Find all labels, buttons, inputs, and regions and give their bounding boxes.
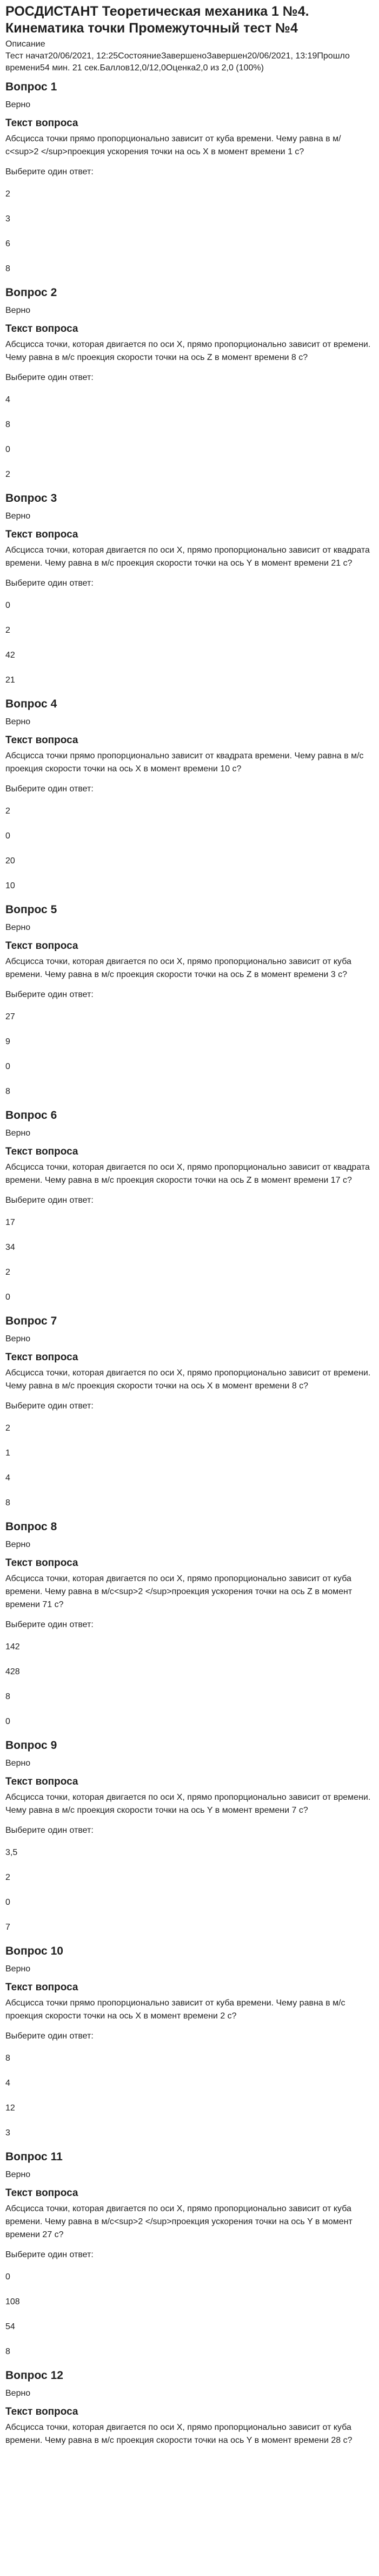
question-status: Верно bbox=[5, 1334, 31, 1343]
answer-option[interactable]: 8 bbox=[5, 264, 10, 273]
answer-option[interactable]: 0 bbox=[5, 1062, 10, 1071]
question-title: Вопрос 11 bbox=[5, 2151, 63, 2163]
question-block bbox=[5, 2149, 374, 2365]
answer-option[interactable]: 2 bbox=[5, 1424, 10, 1433]
question-text-label: Текст вопроса bbox=[5, 1557, 78, 1569]
question-status: Верно bbox=[5, 512, 31, 521]
answer-option[interactable]: 4 bbox=[5, 395, 10, 404]
answer-option[interactable]: 428 bbox=[5, 1667, 20, 1676]
page-title: РОСДИСТАНТ Теоретическая механика 1 №4. Кинематика точки Промежуточный тест №4 bbox=[5, 4, 309, 36]
question-title: Вопрос 3 bbox=[5, 492, 57, 504]
question-block bbox=[5, 491, 374, 693]
answer-option[interactable]: 2 bbox=[5, 1268, 10, 1277]
question-text: Абсцисса точки, которая двигается по оси X, прямо пропорционально зависит от куба времени. Чему равна в м/с<sup>2 </sup>проекция ускорения точки на ось Z в момент времени 71 с? bbox=[5, 1574, 353, 1609]
answer-option[interactable]: 17 bbox=[5, 1218, 15, 1227]
answer-option[interactable]: 0 bbox=[5, 1293, 10, 1302]
question-status: Верно bbox=[5, 2170, 31, 2179]
question-text-label: Текст вопроса bbox=[5, 323, 78, 335]
answer-list bbox=[5, 388, 374, 488]
answer-option[interactable]: 8 bbox=[5, 420, 10, 429]
question-status: Верно bbox=[5, 1964, 31, 1974]
question-text-label: Текст вопроса bbox=[5, 1776, 78, 1787]
question-status: Верно bbox=[5, 100, 31, 109]
answer-option[interactable]: 3,5 bbox=[5, 1848, 18, 1857]
answer-option[interactable]: 2 bbox=[5, 626, 10, 635]
question-text: Абсцисса точки, которая двигается по оси X, прямо пропорционально зависит от куба времени. Чему равна в м/с проекция скорости точки на ось Z в момент времени 3 с? bbox=[5, 957, 351, 979]
answer-option[interactable]: 3 bbox=[5, 214, 10, 224]
question-text: Абсцисса точки прямо пропорционально зависит от квадрата времени. Чему равна в м/с проекция скорости точки на ось X в момент времени 10 с? bbox=[5, 751, 364, 774]
answer-list bbox=[5, 1841, 374, 1941]
question-text: Абсцисса точки, которая двигается по оси X, прямо пропорционально зависит от квадрата времени. Чему равна в м/с проекция скорости точки на ось Y в момент времени 21 с? bbox=[5, 546, 370, 568]
question-block bbox=[5, 1944, 374, 2146]
question-title: Вопрос 2 bbox=[5, 286, 57, 299]
answer-option[interactable]: 7 bbox=[5, 1923, 10, 1932]
question-block bbox=[5, 2368, 374, 2447]
question-text-label: Текст вопроса bbox=[5, 940, 78, 952]
question-status: Верно bbox=[5, 306, 31, 315]
choose-one-label: Выберите один ответ: bbox=[5, 373, 94, 382]
question-block bbox=[5, 80, 374, 282]
question-text: Абсцисса точки, которая двигается по оси X, прямо пропорционально зависит от куба времени. Чему равна в м/с<sup>2 </sup>проекция ускорения точки на ось Y в момент времени 27 с? bbox=[5, 2204, 353, 2239]
question-title: Вопрос 12 bbox=[5, 2369, 63, 2382]
choose-one-label: Выберите один ответ: bbox=[5, 1196, 94, 1205]
answer-option[interactable]: 0 bbox=[5, 1717, 10, 1726]
answer-option[interactable]: 54 bbox=[5, 2322, 15, 2331]
attempt-summary: Тест начат20/06/2021, 12:25СостояниеЗавершеноЗавершен20/06/2021, 13:19Прошло времени54 мин. 21 сек.Баллов12,0/12,0Оценка2,0 из 2,0 (100%) bbox=[5, 51, 350, 73]
question-block bbox=[5, 1738, 374, 1941]
question-title: Вопрос 8 bbox=[5, 1520, 57, 1533]
answer-option[interactable]: 0 bbox=[5, 445, 10, 454]
choose-one-label: Выберите один ответ: bbox=[5, 784, 94, 794]
answer-option[interactable]: 108 bbox=[5, 2297, 20, 2306]
questions-list bbox=[5, 80, 374, 2447]
question-text-label: Текст вопроса bbox=[5, 1146, 78, 1157]
answer-option[interactable]: 8 bbox=[5, 2054, 10, 2063]
answer-option[interactable]: 3 bbox=[5, 2128, 10, 2138]
question-status: Верно bbox=[5, 1759, 31, 1768]
answer-option[interactable]: 2 bbox=[5, 807, 10, 816]
answer-list bbox=[5, 182, 374, 282]
question-text-label: Текст вопроса bbox=[5, 1352, 78, 1363]
question-text: Абсцисса точки прямо пропорционально зависит от куба времени. Чему равна в м/с проекция скорости точки на ось X в момент времени 2 с? bbox=[5, 1998, 345, 2021]
answer-list bbox=[5, 799, 374, 899]
answer-option[interactable]: 142 bbox=[5, 1642, 20, 1651]
question-status: Верно bbox=[5, 1129, 31, 1138]
question-title: Вопрос 4 bbox=[5, 698, 57, 710]
question-status: Верно bbox=[5, 923, 31, 932]
answer-list bbox=[5, 1417, 374, 1516]
question-text: Абсцисса точки, которая двигается по оси X, прямо пропорционально зависит от времени. Чему равна в м/с проекция скорости точки на ось Y в момент времени 7 с? bbox=[5, 1793, 371, 1815]
question-block bbox=[5, 285, 374, 488]
answer-option[interactable]: 1 bbox=[5, 1448, 10, 1458]
answer-option[interactable]: 0 bbox=[5, 831, 10, 841]
question-text-label: Текст вопроса bbox=[5, 117, 78, 129]
question-text-label: Текст вопроса bbox=[5, 735, 78, 746]
question-text-label: Текст вопроса bbox=[5, 2187, 78, 2199]
choose-one-label: Выберите один ответ: bbox=[5, 167, 94, 176]
answer-option[interactable]: 27 bbox=[5, 1012, 15, 1021]
answer-option[interactable]: 8 bbox=[5, 1692, 10, 1701]
choose-one-label: Выберите один ответ: bbox=[5, 2250, 94, 2259]
answer-option[interactable]: 9 bbox=[5, 1037, 10, 1046]
answer-list bbox=[5, 2265, 374, 2365]
choose-one-label: Выберите один ответ: bbox=[5, 2031, 94, 2041]
question-block bbox=[5, 1108, 374, 1310]
question-text-label: Текст вопроса bbox=[5, 2406, 78, 2417]
question-status: Верно bbox=[5, 2389, 31, 2398]
question-block bbox=[5, 697, 374, 899]
answer-option[interactable]: 2 bbox=[5, 1873, 10, 1882]
answer-option[interactable]: 4 bbox=[5, 1473, 10, 1483]
question-status: Верно bbox=[5, 717, 31, 726]
answer-option[interactable]: 2 bbox=[5, 470, 10, 479]
question-status: Верно bbox=[5, 1540, 31, 1549]
answer-option[interactable]: 8 bbox=[5, 1087, 10, 1096]
answer-option[interactable]: 12 bbox=[5, 2103, 15, 2113]
answer-list bbox=[5, 594, 374, 693]
choose-one-label: Выберите один ответ: bbox=[5, 1620, 94, 1629]
answer-option[interactable]: 6 bbox=[5, 239, 10, 248]
question-block bbox=[5, 902, 374, 1105]
answer-option[interactable]: 2 bbox=[5, 189, 10, 199]
answer-option[interactable]: 0 bbox=[5, 1898, 10, 1907]
answer-list bbox=[5, 1635, 374, 1735]
answer-option[interactable]: 42 bbox=[5, 651, 15, 660]
question-text: Абсцисса точки, которая двигается по оси X, прямо пропорционально зависит от квадрата времени. Чему равна в м/с проекция скорости точки на ось Z в момент времени 17 с? bbox=[5, 1163, 370, 1185]
answer-option[interactable]: 10 bbox=[5, 881, 15, 890]
choose-one-label: Выберите один ответ: bbox=[5, 1826, 94, 1835]
question-block bbox=[5, 1519, 374, 1735]
description-label: Описание bbox=[5, 40, 45, 49]
question-text-label: Текст вопроса bbox=[5, 1982, 78, 1993]
question-block bbox=[5, 1314, 374, 1516]
answer-list bbox=[5, 2047, 374, 2146]
question-title: Вопрос 5 bbox=[5, 903, 57, 916]
answer-option[interactable]: 21 bbox=[5, 676, 15, 685]
question-title: Вопрос 10 bbox=[5, 1945, 63, 1957]
answer-option[interactable]: 0 bbox=[5, 2272, 10, 2282]
question-text-label: Текст вопроса bbox=[5, 529, 78, 540]
question-title: Вопрос 1 bbox=[5, 81, 57, 93]
choose-one-label: Выберите один ответ: bbox=[5, 1401, 94, 1411]
question-text: Абсцисса точки, которая двигается по оси X, прямо пропорционально зависит от времени. Чему равна в м/с проекция скорости точки на ось X в момент времени 8 с? bbox=[5, 1368, 371, 1391]
answer-option[interactable]: 20 bbox=[5, 856, 15, 866]
choose-one-label: Выберите один ответ: bbox=[5, 579, 94, 588]
question-text: Абсцисса точки прямо пропорционально зависит от куба времени. Чему равна в м/с<sup>2 </sup>проекция ускорения точки на ось X в момент времени 1 с? bbox=[5, 134, 341, 156]
answer-option[interactable]: 4 bbox=[5, 2079, 10, 2088]
answer-option[interactable]: 8 bbox=[5, 2347, 10, 2356]
question-title: Вопрос 9 bbox=[5, 1739, 57, 1752]
question-title: Вопрос 7 bbox=[5, 1315, 57, 1327]
answer-option[interactable]: 34 bbox=[5, 1243, 15, 1252]
question-text: Абсцисса точки, которая двигается по оси X, прямо пропорционально зависит от куба времени. Чему равна в м/с проекция скорости точки на ось Y в момент времени 28 с? bbox=[5, 2423, 353, 2445]
answer-option[interactable]: 8 bbox=[5, 1498, 10, 1507]
question-text: Абсцисса точки, которая двигается по оси X, прямо пропорционально зависит от времени. Чему равна в м/с проекция скорости точки на ось Z в момент времени 8 с? bbox=[5, 340, 371, 362]
choose-one-label: Выберите один ответ: bbox=[5, 990, 94, 999]
question-title: Вопрос 6 bbox=[5, 1109, 57, 1122]
answer-list bbox=[5, 1005, 374, 1105]
answer-option[interactable]: 0 bbox=[5, 601, 10, 610]
answer-list bbox=[5, 1211, 374, 1310]
